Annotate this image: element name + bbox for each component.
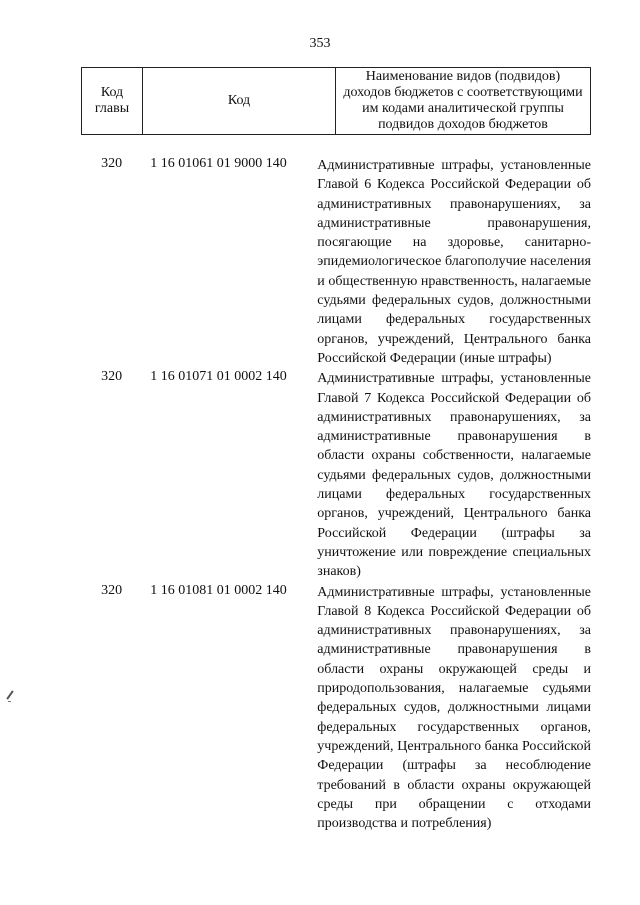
table-row xyxy=(81,368,591,581)
table-row xyxy=(81,155,591,368)
row-chapter-code: 320 xyxy=(101,369,123,385)
table-header xyxy=(81,67,591,135)
row-name: Административные штрафы, установленные Главой 7 Кодекса Российской Федерации об административных правонарушениях, за административные правонарушения в области охраны собственности, налагаемые судьями федеральных судов, должностными лицами федеральных государственных органов, учреждений, Центрального банка Российской Федерации (штрафы за уничтожение или повреждение специальных знаков) xyxy=(317,371,591,580)
row-code: 1 16 01081 01 0002 140 xyxy=(150,582,287,598)
row-name: Административные штрафы, установленные Главой 8 Кодекса Российской Федерации об административных правонарушениях, за административные правонарушения в области охраны окружающей среды и природопользования, налагаемые судьями федеральных судов, должностными лицами федеральных государственных органов, учреждений, Центрального банка Российской Федерации (штрафы за несоблюдение требований в области охраны окружающей среды при обращении с отходами производства и потребления) xyxy=(317,584,591,832)
header-code: Код xyxy=(143,68,336,135)
row-code: 1 16 01061 01 9000 140 xyxy=(150,156,287,171)
table-body xyxy=(81,155,591,833)
row-chapter-code: 320 xyxy=(101,582,123,598)
row-chapter-code: 320 xyxy=(101,156,123,171)
row-code: 1 16 01071 01 0002 140 xyxy=(150,369,287,385)
scan-mark xyxy=(6,690,13,699)
header-chapter-code: Код главы xyxy=(82,68,143,135)
row-name: Административные штрафы, установленные Главой 6 Кодекса Российской Федерации об административных правонарушениях, за административные правонарушения, посягающие на здоровье, санитарно-эпидемиологическое благополучие населения и общественную нравственность, налагаемые судьями федеральных судов, должностными лицами федеральных государственных органов, учреждений, Центрального банка Российской Федерации (иные штрафы) xyxy=(317,158,591,366)
page-number: 353 xyxy=(309,36,331,51)
scan-mark xyxy=(8,701,11,702)
table-row xyxy=(81,582,591,834)
header-name: Наименование видов (подвидов) доходов бюджетов с соответствующими им кодами аналитической группы подвидов доходов бюджетов xyxy=(336,68,591,135)
